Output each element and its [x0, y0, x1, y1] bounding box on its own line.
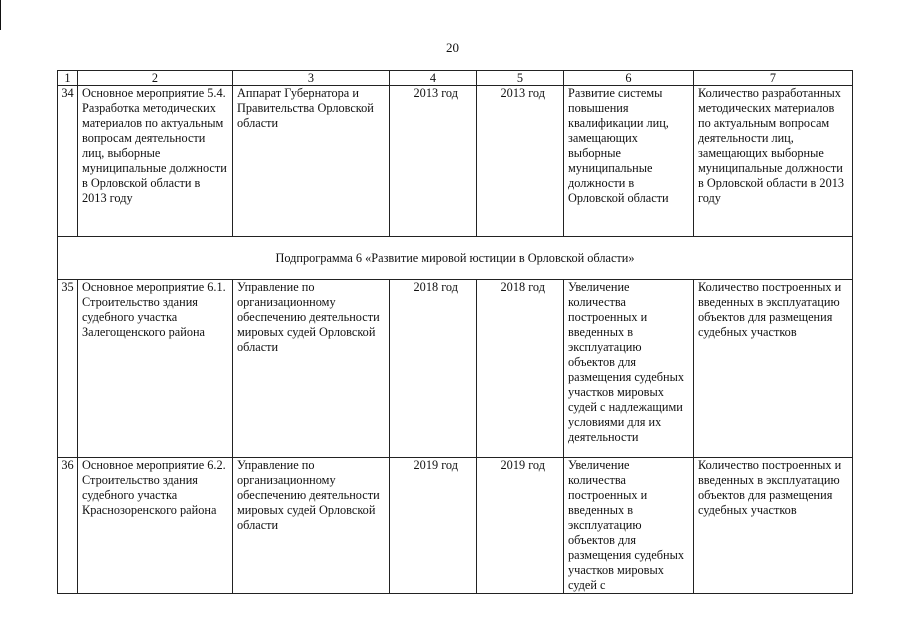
indicator-cell: Количество построенных и введенных в эксплуатацию объектов для размещения судебных участков [694, 458, 853, 594]
table-row [58, 280, 853, 458]
result-cell: Развитие системы повышения квалификации лиц, замещающих выборные муниципальные должности в Орловской области [564, 86, 694, 237]
header-cell: 1 [58, 71, 78, 86]
indicator-cell: Количество разработанных методических материалов по актуальным вопросам деятельности лиц, замещающих выборные муниципальные должности в Орловской области в 2013 году [694, 86, 853, 237]
header-cell: 6 [564, 71, 694, 86]
header-cell: 3 [233, 71, 390, 86]
subprogram-row [58, 237, 853, 280]
start-year-cell: 2013 год [390, 86, 477, 237]
start-year-cell: 2019 год [390, 458, 477, 594]
result-cell: Увеличение количества построенных и введенных в эксплуатацию объектов для размещения судебных участков мировых судей с надлежащими условиями для их деятельности [564, 280, 694, 458]
end-year-cell: 2018 год [477, 280, 564, 458]
program-table [57, 70, 853, 594]
table-row [58, 458, 853, 594]
executor-cell: Управление по организационному обеспечению деятельности мировых судей Орловской области [233, 458, 390, 594]
end-year-cell: 2019 год [477, 458, 564, 594]
table-row [58, 86, 853, 237]
table-header-row [58, 71, 853, 86]
event-cell: Основное мероприятие 5.4. Разработка методических материалов по актуальным вопросам деятельности лиц, выборные муниципальные должности в Орловской области в 2013 году [78, 86, 233, 237]
subprogram-title: Подпрограмма 6 «Развитие мировой юстиции в Орловской области» [58, 237, 853, 280]
row-number: 35 [58, 280, 78, 458]
indicator-cell: Количество построенных и введенных в эксплуатацию объектов для размещения судебных участков [694, 280, 853, 458]
header-cell: 7 [694, 71, 853, 86]
end-year-cell: 2013 год [477, 86, 564, 237]
header-cell: 2 [78, 71, 233, 86]
event-cell: Основное мероприятие 6.1. Строительство здания судебного участка Залегощенского района [78, 280, 233, 458]
header-cell: 5 [477, 71, 564, 86]
start-year-cell: 2018 год [390, 280, 477, 458]
event-cell: Основное мероприятие 6.2. Строительство здания судебного участка Краснозоренского района [78, 458, 233, 594]
result-cell: Увеличение количества построенных и введенных в эксплуатацию объектов для размещения судебных участков мировых судей с [564, 458, 694, 594]
scan-edge-mark [0, 0, 1, 30]
row-number: 34 [58, 86, 78, 237]
row-number: 36 [58, 458, 78, 594]
executor-cell: Управление по организационному обеспечению деятельности мировых судей Орловской области [233, 280, 390, 458]
executor-cell: Аппарат Губернатора и Правительства Орловской области [233, 86, 390, 237]
page-number: 20 [446, 40, 459, 55]
header-cell: 4 [390, 71, 477, 86]
